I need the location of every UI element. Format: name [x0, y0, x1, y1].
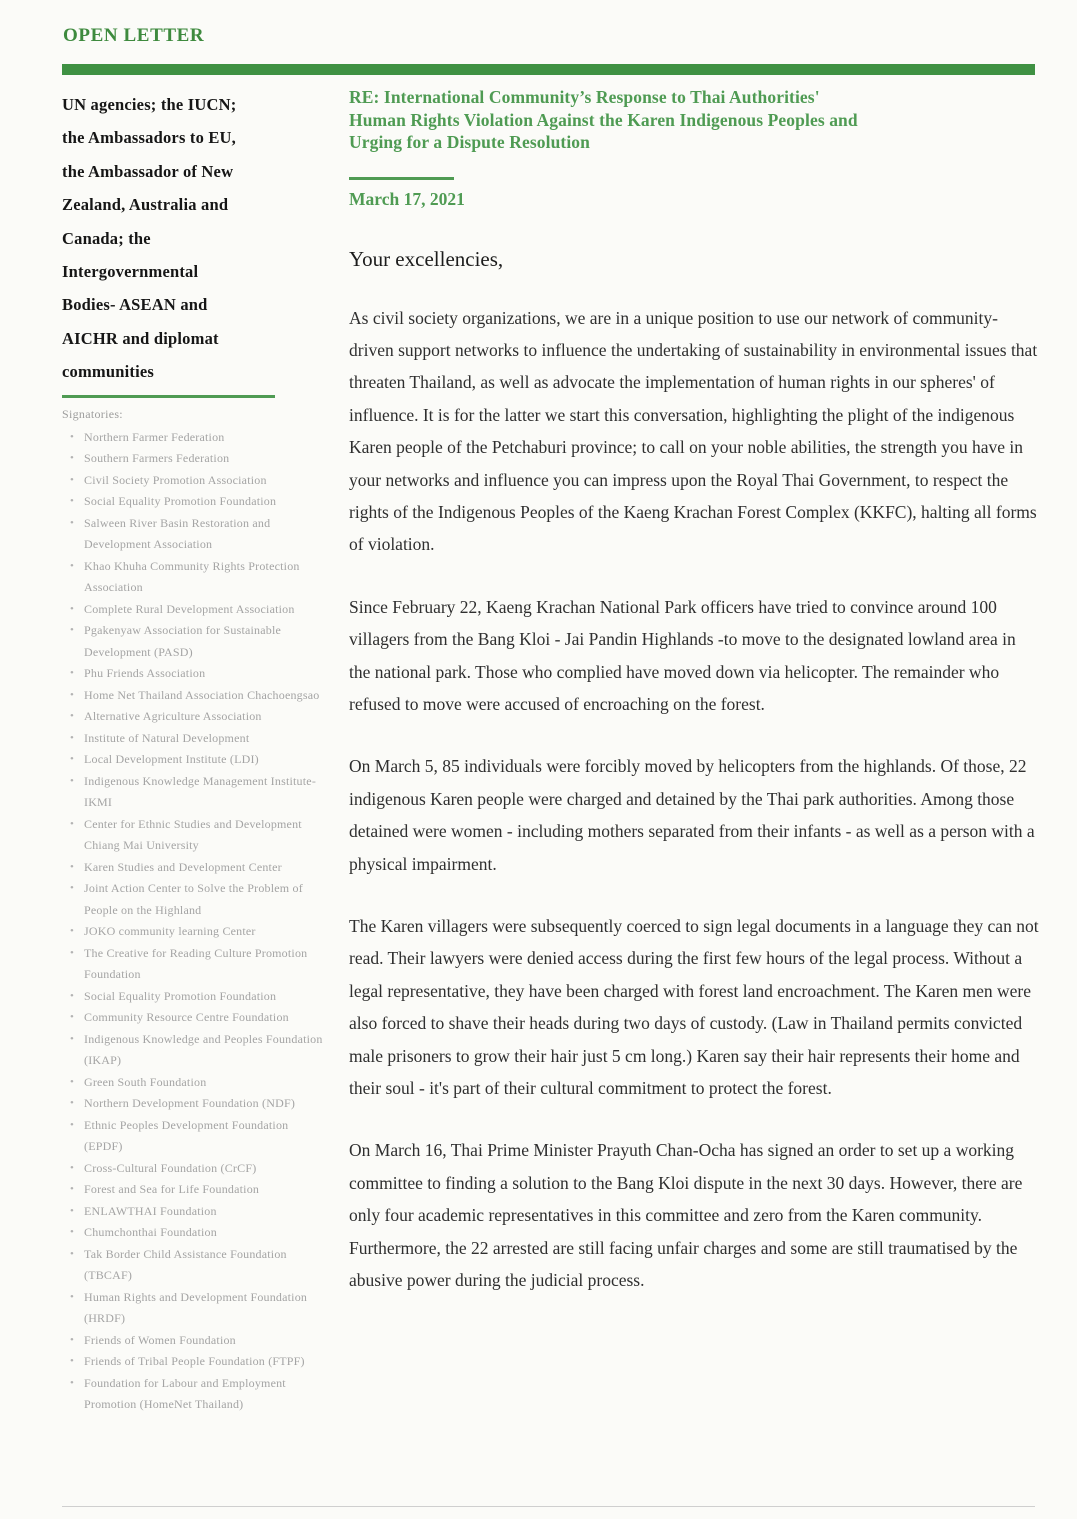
letter-main: [349, 86, 1041, 1296]
addressee-line: Zealand, Australia and: [62, 195, 229, 215]
signatory-item: • Phu Friends Association: [62, 663, 324, 685]
signatory-item: • Khao Khuha Community Rights Protection Association: [62, 556, 324, 599]
addressee-line: communities: [62, 362, 155, 382]
signatory-item: • Northern Farmer Federation: [62, 427, 324, 449]
addressee-line: UN agencies; the IUCN;: [62, 95, 237, 114]
addressee-line: the Ambassadors to EU,: [62, 128, 237, 148]
signatory-item: • Social Equality Promotion Foundation: [62, 986, 324, 1008]
signatory-item: • Local Development Institute (LDI): [62, 749, 324, 771]
bottom-divider: [62, 1506, 1035, 1507]
signatory-item: • Indigenous Knowledge and Peoples Foundation (IKAP): [62, 1029, 324, 1072]
addressee-block: [62, 88, 338, 389]
signatory-item: • ENLAWTHAI Foundation: [62, 1201, 324, 1223]
letter-paragraph: Since February 22, Kaeng Krachan National Park officers have tried to convince around 100 villagers from the Bang Kloi - Jai Pandin Highlands -to move to the designated lowland area in the national park. Those who complied have moved down via helicopter. The remainder who refused to move were accused of encroaching on the forest.: [349, 596, 1016, 714]
addressee-line: Intergovernmental: [62, 262, 199, 282]
signatory-item: • Chumchonthai Foundation: [62, 1222, 324, 1244]
signatory-item: • Friends of Women Foundation: [62, 1330, 324, 1352]
signatory-item: • Complete Rural Development Association: [62, 599, 324, 621]
signatory-item: • Community Resource Centre Foundation: [62, 1007, 324, 1029]
subject-line: Human Rights Violation Against the Karen Indigenous Peoples and: [349, 109, 858, 130]
signatory-item: • Southern Farmers Federation: [62, 448, 324, 470]
signatory-item: • Green South Foundation: [62, 1072, 324, 1094]
letter-paragraph: On March 16, Thai Prime Minister Prayuth Chan-Ocha has signed an order to set up a working committee to finding a solution to the Bang Kloi dispute in the next 30 days. However, there are only four academic representatives in this committee and zero from the Karen community. Furthermore, the 22 arrested are still facing unfair charges and some are still traumatised by the abusive power during the judicial process.: [349, 1140, 1023, 1291]
signatory-item: • Friends of Tribal People Foundation (FTPF): [62, 1351, 324, 1373]
signatory-item: • Civil Society Promotion Association: [62, 470, 324, 492]
signatory-item: • Forest and Sea for Life Foundation: [62, 1179, 324, 1201]
signatory-item: • Home Net Thailand Association Chachoengsao: [62, 685, 324, 707]
letter-paragraph: The Karen villagers were subsequently coerced to sign legal documents in a language they can not read. Their lawyers were denied access during the first few hours of the legal process. Without a legal representative, they have been charged with forest land encroachment. The Karen men were also forced to shave their heads during two days of custody. (Law in Thailand permits convicted male prisoners to grow their hair just 5 cm long.) Karen say their hair represents their home and their soul - it's part of their cultural commitment to protect the forest.: [349, 916, 1039, 1099]
signatory-item: • Pgakenyaw Association for Sustainable Development (PASD): [62, 620, 324, 663]
addressee-underline: [62, 395, 275, 398]
subject-line: Urging for a Dispute Resolution: [349, 132, 590, 152]
signatory-item: • Ethnic Peoples Development Foundation (EPDF): [62, 1115, 324, 1158]
letter-paragraph: On March 5, 85 individuals were forcibly moved by helicopters from the highlands. Of those, 22 indigenous Karen people were charged and detained by the Thai park authorities. Among those detained were women - including mothers separated from their infants - as well as a person with a physical impairment.: [349, 756, 1035, 874]
signatory-item: • Indigenous Knowledge Management Institute-IKMI: [62, 771, 324, 814]
top-green-bar: [62, 64, 1035, 75]
signatories-list: [62, 427, 324, 1416]
addressee-line: Bodies- ASEAN and: [62, 295, 208, 315]
date-underline: [349, 177, 454, 180]
addressee-line: AICHR and diplomat: [62, 328, 219, 348]
signatory-item: • Human Rights and Development Foundation (HRDF): [62, 1287, 324, 1330]
signatory-item: • Center for Ethnic Studies and Development Chiang Mai University: [62, 814, 324, 857]
letter-paragraphs: [349, 302, 1041, 1297]
addressee-line: Canada; the: [62, 228, 151, 248]
signatory-item: • Salween River Basin Restoration and Development Association: [62, 513, 324, 556]
signatories-label: Signatories:: [62, 406, 123, 421]
addressee-line: the Ambassador of New: [62, 161, 234, 181]
signatory-item: • Joint Action Center to Solve the Problem of People on the Highland: [62, 878, 324, 921]
subject-line: RE: International Community’s Response to Thai Authorities': [349, 87, 820, 107]
subject-heading: [349, 86, 1041, 154]
salutation: Your excellencies,: [349, 246, 504, 271]
left-column: [62, 88, 338, 1416]
signatory-item: • Northern Development Foundation (NDF): [62, 1093, 324, 1115]
letter-paragraph: As civil society organizations, we are in a unique position to use our network of community-driven support networks to influence the undertaking of sustainability in environmental issues that threaten Thailand, as well as advocate the implementation of human rights in our spheres' of influence. It is for the latter we start this conversation, highlighting the plight of the indigenous Karen people of the Petchaburi province; to call on your noble abilities, the strength you have in your networks and influence you can impress upon the Royal Thai Government, to respect the rights of the Indigenous Peoples of the Kaeng Krachan Forest Complex (KKFC), halting all forms of violation.: [349, 307, 1038, 555]
signatory-item: • Tak Border Child Assistance Foundation (TBCAF): [62, 1244, 324, 1287]
signatory-item: • Alternative Agriculture Association: [62, 706, 324, 728]
signatory-item: • Cross-Cultural Foundation (CrCF): [62, 1158, 324, 1180]
signatory-item: • The Creative for Reading Culture Promotion Foundation: [62, 943, 324, 986]
signatory-item: • Institute of Natural Development: [62, 728, 324, 750]
signatory-item: • Karen Studies and Development Center: [62, 857, 324, 879]
signatory-item: • Foundation for Labour and Employment Promotion (HomeNet Thailand): [62, 1373, 324, 1416]
signatory-item: • JOKO community learning Center: [62, 921, 324, 943]
signatory-item: • Social Equality Promotion Foundation: [62, 491, 324, 513]
kicker-open-letter: OPEN LETTER: [63, 25, 205, 46]
letter-date: March 17, 2021: [349, 188, 465, 209]
